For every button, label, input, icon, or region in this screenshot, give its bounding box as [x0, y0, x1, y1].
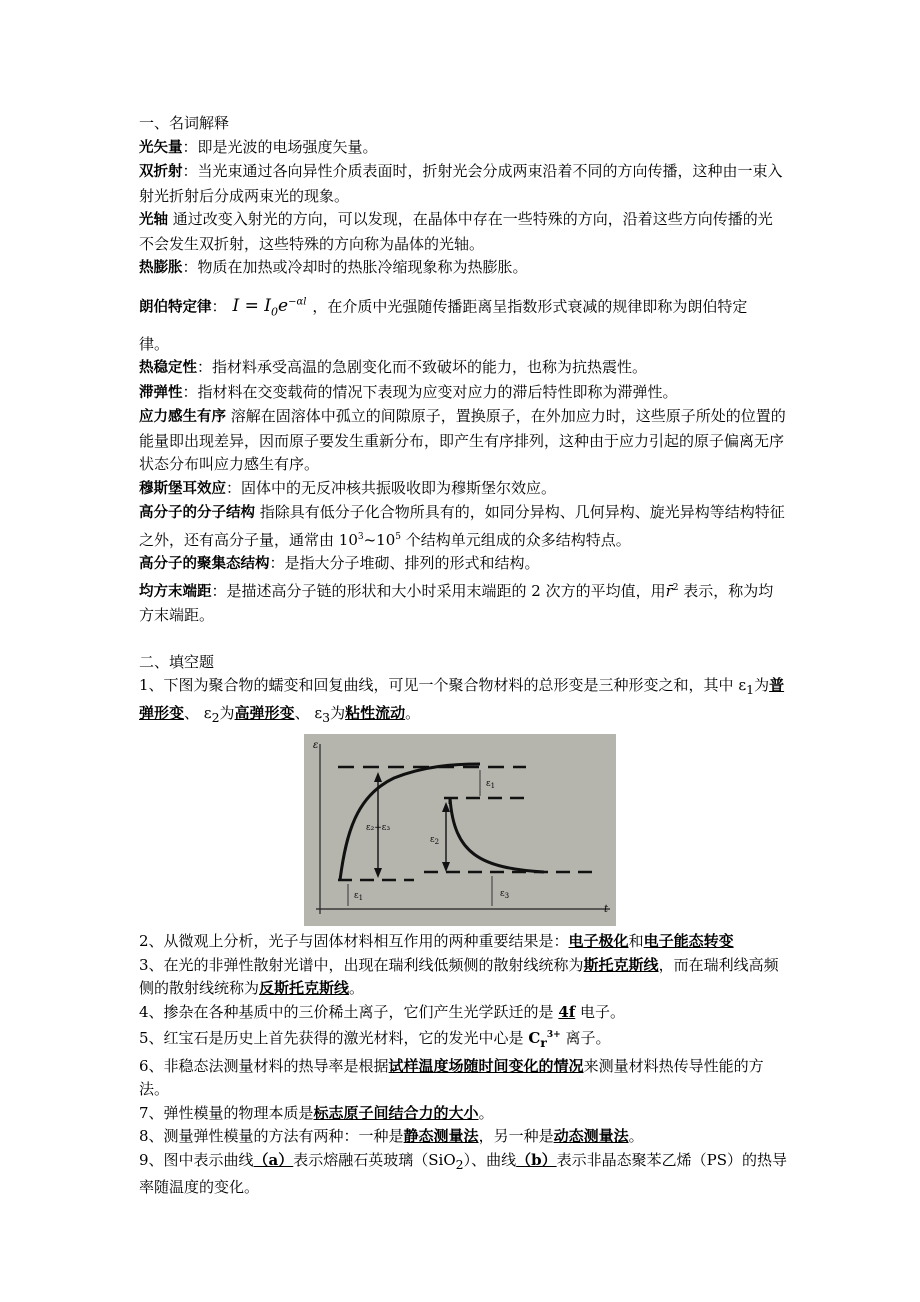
definition-rms-end-distance: 均方末端距：是描述高分子链的形状和大小时采用末端距的 2 次方的平均值，用r̄$^2$ 表示，称为均方末端距。	[139, 581, 774, 625]
term: 均方末端距	[139, 583, 212, 600]
term: 高分子的聚集态结构	[139, 556, 270, 573]
question-5: 5、红宝石是历史上首先获得的激光材料，它的发光中心是 $C_r^{3+}$ 离子。	[139, 1029, 611, 1051]
question-6: 6、非稳态法测量材料的热导率是根据试样温度场随时间变化的情况来测量材料热传导性能的方法。	[139, 1056, 764, 1099]
section-1-title: 一、名词解释	[139, 114, 230, 132]
term: 双折射	[139, 164, 183, 180]
lambert-formula: $I = I_0e^{-\alpha l}$	[232, 296, 307, 319]
term: 穆斯堡耳效应	[139, 480, 226, 497]
definition-thermal-expansion: 热膨胀：物质在加热或冷却时的热胀冷缩现象称为热膨胀。	[139, 258, 528, 276]
answer: 斯托克斯线	[583, 955, 659, 974]
definition-stress-induced-order: 应力感生有序 溶解在固溶体中孤立的间隙原子，置换原子，在外加应力时，这些原子所处的位置的能量即出现差异，因而原子要发生重新分布，即产生有序排列，这种由于应力引起的原子偏离无序状态分布叫应力感生有序。	[139, 407, 786, 474]
answer: 标志原子间结合力的大小	[313, 1103, 479, 1122]
answer: （a）	[253, 1150, 294, 1169]
answer: 试样温度场随时间变化的情况	[388, 1056, 584, 1075]
term: 热膨胀	[139, 260, 183, 276]
creep-recovery-figure	[304, 734, 616, 926]
question-7: 7、弹性模量的物理本质是标志原子间结合力的大小。	[139, 1103, 494, 1122]
lambert-continuation: 律。	[139, 334, 170, 353]
question-3: 3、在光的非弹性散射光谱中，出现在瑞利线低频侧的散射线统称为斯托克斯线，而在瑞利线高频侧的散射线统称为反斯托克斯线。	[139, 955, 779, 998]
answer: 电子能态转变	[643, 932, 734, 951]
section-2-title: 二、填空题	[139, 652, 215, 671]
definition-optic-axis: 光轴 通过改变入射光的方向，可以发现，在晶体中存在一些特殊的方向，沿着这些方向传播的光不会发生双折射，这些特殊的方向称为晶体的光轴。	[139, 210, 773, 253]
answer: 高弹形变	[234, 703, 295, 722]
term: 高分子的分子结构	[139, 505, 255, 522]
term: 光轴	[139, 212, 168, 228]
question-4: 4、掺杂在各种基质中的三价稀土离子，它们产生光学跃迁的是 4f 电子。	[139, 1002, 625, 1021]
label-e1-right: $\varepsilon_1$	[486, 779, 496, 791]
term: 朗伯特定律	[139, 299, 212, 316]
question-8: 8、测量弹性模量的方法有两种：一种是静态测量法，另一种是动态测量法。	[139, 1127, 644, 1146]
x-axis-label: t	[604, 904, 609, 916]
answer: 动态测量法	[553, 1127, 629, 1146]
answer: （b）	[516, 1150, 557, 1169]
definition-light-vector: 光矢量：即是光波的电场强度矢量。	[139, 137, 378, 156]
term: 热稳定性	[139, 360, 197, 377]
answer: 4f	[558, 1002, 576, 1021]
label-e1-left: $\varepsilon_1$	[354, 891, 364, 903]
definition-lambert-law: 朗伯特定律： $I = I_0e^{-\alpha l}$ ，在介质中光强随传播距离呈指数形式衰减的规律即称为朗伯特定	[139, 296, 748, 319]
label-e3: $\varepsilon_3$	[500, 889, 510, 901]
definition-mossbauer: 穆斯堡耳效应：固体中的无反冲核共振吸收即为穆斯堡尔效应。	[139, 478, 557, 497]
term: 光矢量	[139, 139, 183, 156]
term: 滞弹性	[139, 384, 183, 401]
label-e2e3: ε₂+ε₃	[366, 823, 391, 834]
definition-anelasticity: 滞弹性：指材料在交变载荷的情况下表现为应变对应力的滞后特性即称为滞弹性。	[139, 382, 678, 401]
definition-birefringence: 双折射：当光束通过各向异性介质表面时，折射光会分成两束沿着不同的方向传播，这种由一束入射光折射后分成两束光的现象。	[139, 162, 783, 205]
answer: 粘性流动	[345, 703, 406, 722]
definition-aggregate-structure: 高分子的聚集态结构：是指大分子堆砌、排列的形式和结构。	[139, 554, 540, 573]
label-e2: $\varepsilon_2$	[430, 835, 440, 847]
document-page	[139, 112, 787, 1200]
creep-recovery-diagram	[304, 734, 616, 926]
question-2: 2、从微观上分析，光子与固体材料相互作用的两种重要结果是：电子极化和电子能态转变	[139, 932, 734, 951]
answer: $C_r^{3+}$	[528, 1029, 561, 1051]
y-axis-label: ε	[313, 740, 319, 752]
answer: 反斯托克斯线	[259, 979, 350, 998]
term: 应力感生有序	[139, 409, 226, 426]
answer: 静态测量法	[403, 1127, 479, 1146]
question-1: 1、下图为聚合物的蠕变和回复曲线，可见一个聚合物材料的总形变是三种形变之和，其中 $\varepsilon_1$为普弹形变、 $\varepsilon_2$为高弹形变、 $\varepsilon_3$为粘性流动。	[139, 676, 785, 725]
answer: 普弹形变	[139, 676, 785, 722]
question-9: 9、图中表示曲线（a）表示熔融石英玻璃（SiO$_2$）、曲线（b）表示非晶态聚苯乙烯（PS）的热导率随温度的变化。	[139, 1150, 787, 1197]
answer: 电子极化	[568, 932, 629, 951]
definition-thermal-stability: 热稳定性：指材料承受高温的急剧变化而不致破坏的能力，也称为抗热震性。	[139, 358, 648, 377]
definition-polymer-structure: 高分子的分子结构 指除具有低分子化合物所具有的，如同分异构、几何异构、旋光异构等结构特征之外，还有高分子量，通常由 $10^3\sim 10^5$ 个结构单元组成的众多结构特点。	[139, 503, 785, 549]
